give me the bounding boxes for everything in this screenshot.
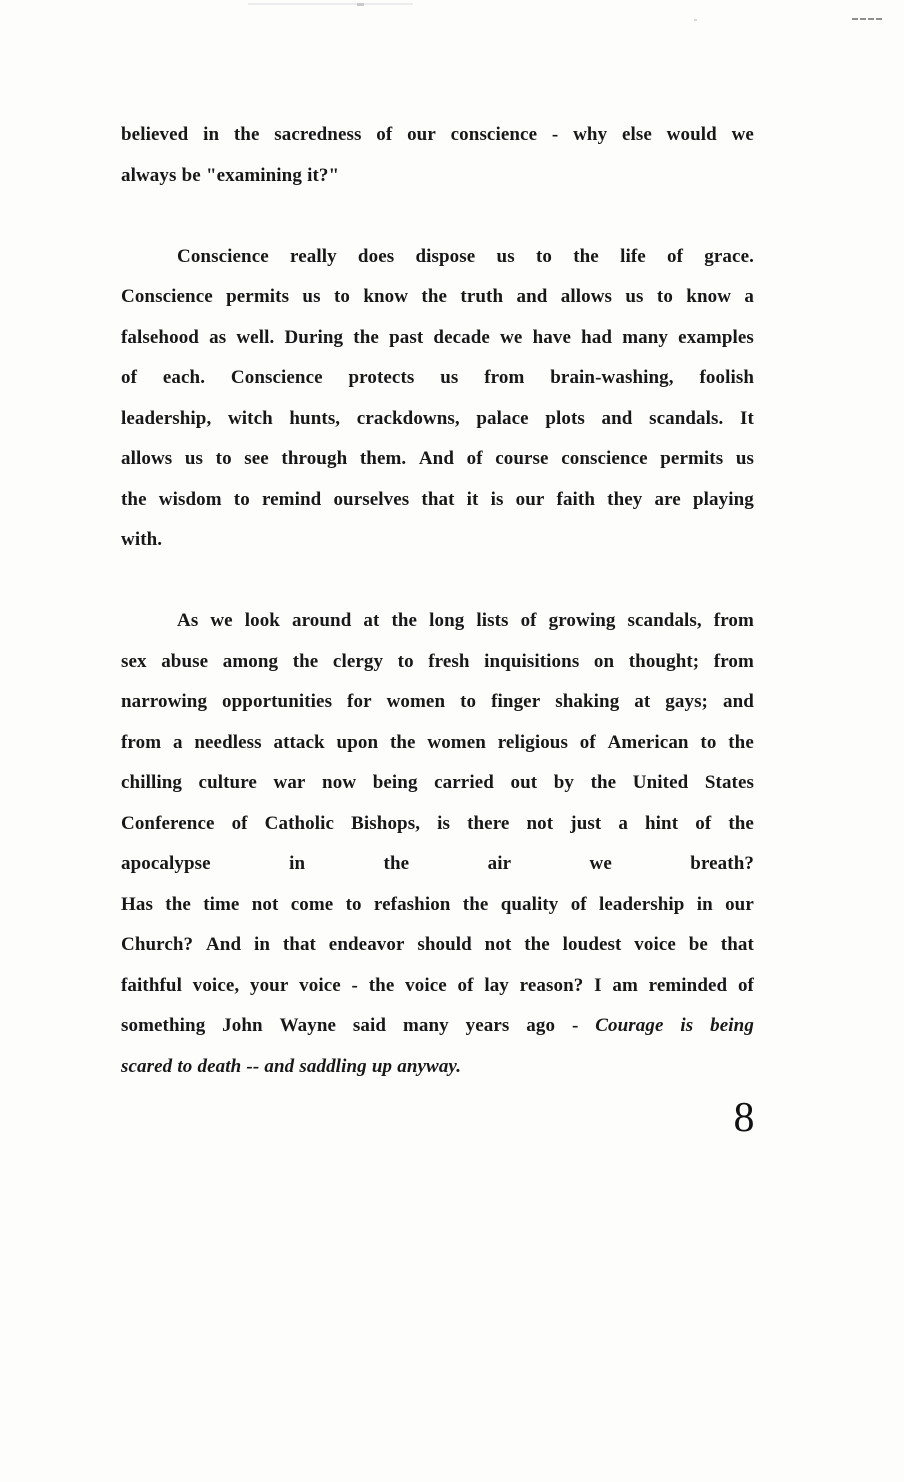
word: long <box>429 610 465 632</box>
word: thought; <box>628 650 700 672</box>
word: to <box>345 893 362 915</box>
scan-speck-artifact <box>357 3 364 6</box>
word: well. <box>236 326 275 348</box>
word: of <box>667 245 684 267</box>
word: of <box>570 893 587 915</box>
word: apocalypse <box>121 853 211 875</box>
word: be <box>688 934 708 956</box>
word: us <box>735 448 754 470</box>
word: of <box>231 812 248 834</box>
word: of <box>579 731 596 753</box>
word: gays; <box>665 691 708 713</box>
word: us <box>184 448 204 470</box>
word: voice <box>299 974 341 996</box>
word: is <box>680 1015 694 1037</box>
word: women <box>386 691 446 713</box>
word: have <box>532 326 571 348</box>
word: does <box>357 245 395 267</box>
word: that <box>720 934 754 956</box>
word: sex <box>121 650 147 672</box>
word: be <box>181 164 201 186</box>
word: to <box>656 286 673 308</box>
word: Wayne <box>279 1015 337 1037</box>
word: to <box>333 286 350 308</box>
word: the <box>292 650 319 672</box>
word: to <box>177 1055 193 1077</box>
word: on <box>593 650 615 672</box>
word: brain-washing, <box>550 367 674 389</box>
word: to <box>700 731 717 753</box>
word: us <box>496 245 515 267</box>
word: Conscience <box>177 245 269 267</box>
word: at <box>634 691 651 713</box>
text-line <box>121 682 754 723</box>
word: and <box>601 407 633 429</box>
word: Conscience <box>121 286 213 308</box>
word: clergy <box>332 650 384 672</box>
word: each. <box>162 367 206 389</box>
word: ago <box>526 1015 556 1037</box>
word: see <box>244 448 269 470</box>
word: it <box>466 488 479 510</box>
paragraph <box>121 115 754 196</box>
word: and <box>722 691 754 713</box>
word: they <box>607 488 643 510</box>
word: breath? <box>690 853 754 875</box>
word: scandals, <box>627 610 702 632</box>
word: As <box>177 610 199 632</box>
word: the <box>462 893 489 915</box>
word: to <box>397 650 414 672</box>
word: scared <box>121 1055 173 1077</box>
word: falsehood <box>121 326 199 348</box>
text-line <box>121 115 754 156</box>
word: death <box>197 1055 242 1077</box>
word: "examining <box>205 164 302 186</box>
text-line <box>121 885 754 926</box>
text-line <box>121 1047 754 1088</box>
word: a <box>618 812 628 834</box>
scan-streak-artifact <box>248 3 413 5</box>
word: John <box>222 1015 263 1037</box>
word: not <box>526 812 554 834</box>
word: Church? <box>121 934 194 956</box>
word: allows <box>560 286 613 308</box>
word: that <box>282 934 316 956</box>
word: witch <box>227 407 273 429</box>
word: being <box>710 1015 754 1037</box>
word: truth <box>460 286 504 308</box>
word: narrowing <box>121 691 208 713</box>
word: faithful <box>121 974 182 996</box>
word: many <box>622 326 669 348</box>
word: permits <box>226 286 290 308</box>
word: women <box>427 731 486 753</box>
word: and <box>264 1055 295 1077</box>
word: protects <box>348 367 415 389</box>
word: carried <box>434 772 494 794</box>
word: chilling <box>121 772 182 794</box>
word: know <box>686 286 732 308</box>
word: examples <box>678 326 754 348</box>
word: from <box>713 650 754 672</box>
word: palace <box>476 407 529 429</box>
word: the <box>368 974 395 996</box>
word: United <box>632 772 689 794</box>
word: remind <box>261 488 322 510</box>
word: grace. <box>704 245 754 267</box>
text-line <box>121 642 754 683</box>
scan-dash-mark <box>852 18 882 20</box>
text-line <box>121 844 754 885</box>
text-line <box>121 439 754 480</box>
word: decade <box>433 326 490 348</box>
word: should <box>417 934 472 956</box>
word: scandals. <box>649 407 724 429</box>
word: growing <box>548 610 616 632</box>
word: allows <box>121 448 173 470</box>
word: plots <box>545 407 585 429</box>
word: wisdom <box>158 488 222 510</box>
word: And <box>205 934 242 956</box>
word: a <box>172 731 183 753</box>
word: Has <box>121 893 153 915</box>
word: would <box>666 124 717 146</box>
word: American <box>607 731 689 753</box>
word: in <box>253 934 271 956</box>
word: Conscience <box>230 367 323 389</box>
text-line <box>121 358 754 399</box>
word: look <box>244 610 280 632</box>
word: hint <box>645 812 679 834</box>
word: from <box>713 610 754 632</box>
word: - <box>571 1015 579 1037</box>
word: there <box>467 812 510 834</box>
word: the <box>383 853 410 875</box>
page-number: 8 <box>733 1095 755 1141</box>
word: Courage <box>595 1015 664 1037</box>
word: with. <box>121 529 163 551</box>
text-line <box>121 1006 754 1047</box>
word: ourselves <box>333 488 410 510</box>
word: from <box>121 731 162 753</box>
word: culture <box>198 772 257 794</box>
word: it?" <box>307 164 340 186</box>
word: war <box>273 772 306 794</box>
word: is <box>490 488 504 510</box>
word: up <box>371 1055 393 1077</box>
word: lists <box>476 610 509 632</box>
word: -- <box>246 1055 260 1077</box>
word: reason? <box>519 974 584 996</box>
word: conscience <box>450 124 538 146</box>
word: us <box>302 286 321 308</box>
word: come <box>290 893 334 915</box>
word: else <box>621 124 652 146</box>
word: the <box>165 893 191 915</box>
word: crackdowns, <box>356 407 460 429</box>
word: I <box>594 974 602 996</box>
word: Catholic <box>264 812 335 834</box>
word: why <box>573 124 608 146</box>
word: upon <box>336 731 379 753</box>
word: had <box>581 326 613 348</box>
word: just <box>570 812 602 834</box>
word: to <box>215 448 232 470</box>
text-block <box>121 115 754 1087</box>
word: fresh <box>428 650 470 672</box>
word: refashion <box>373 893 451 915</box>
word: saddling <box>299 1055 367 1077</box>
word: of <box>457 974 474 996</box>
word: the <box>728 731 754 753</box>
word: and <box>516 286 548 308</box>
word: States <box>704 772 754 794</box>
word: It <box>740 407 754 429</box>
word: inquisitions <box>484 650 580 672</box>
word: course <box>495 448 549 470</box>
text-line <box>121 723 754 764</box>
word: And <box>418 448 454 470</box>
word: we <box>589 853 612 875</box>
word: the <box>389 731 416 753</box>
word: the <box>121 488 147 510</box>
word: our <box>725 893 754 915</box>
word: being <box>372 772 418 794</box>
word: of <box>737 974 754 996</box>
word: voice, <box>192 974 240 996</box>
word: really <box>290 245 337 267</box>
word: believed <box>121 124 189 146</box>
word: of <box>466 448 483 470</box>
word: years <box>465 1015 510 1037</box>
word: something <box>121 1015 206 1037</box>
word: - <box>551 124 559 146</box>
word: leadership, <box>121 407 212 429</box>
word: the <box>233 124 260 146</box>
word: around <box>291 610 352 632</box>
word: hunts, <box>289 407 341 429</box>
text-line <box>121 804 754 845</box>
word: of <box>520 610 537 632</box>
word: faith <box>556 488 596 510</box>
word: our <box>407 124 436 146</box>
word: Conference <box>121 812 215 834</box>
word: as <box>209 326 227 348</box>
text-line <box>121 763 754 804</box>
word: of <box>121 367 138 389</box>
text-line <box>121 399 754 440</box>
word: anyway. <box>397 1055 462 1077</box>
word: to <box>233 488 250 510</box>
word: at <box>363 610 380 632</box>
word: from <box>484 367 525 389</box>
word: needless <box>194 731 262 753</box>
word: life <box>620 245 646 267</box>
word: to <box>535 245 552 267</box>
word: religious <box>497 731 568 753</box>
text-line <box>121 318 754 359</box>
word: that <box>421 488 455 510</box>
word: opportunities <box>222 691 333 713</box>
word: air <box>487 853 512 875</box>
word: us <box>440 367 459 389</box>
word: voice <box>634 934 676 956</box>
word: time <box>203 893 240 915</box>
word: Bishops, <box>351 812 421 834</box>
word: the <box>590 772 617 794</box>
word: them. <box>359 448 407 470</box>
word: among <box>222 650 279 672</box>
word: in <box>289 853 306 875</box>
word: for <box>347 691 372 713</box>
word: the <box>573 245 599 267</box>
word: we <box>210 610 233 632</box>
word: of <box>695 812 712 834</box>
text-line <box>121 277 754 318</box>
word: are <box>654 488 681 510</box>
word: in <box>696 893 713 915</box>
word: playing <box>692 488 754 510</box>
word: a <box>744 286 754 308</box>
word: foolish <box>699 367 754 389</box>
word: of <box>376 124 393 146</box>
word: the <box>391 610 418 632</box>
word: sacredness <box>274 124 362 146</box>
word: abuse <box>161 650 209 672</box>
word: many <box>402 1015 449 1037</box>
word: always <box>121 164 177 186</box>
text-line <box>121 520 754 561</box>
word: our <box>515 488 545 510</box>
word: am <box>612 974 638 996</box>
word: us <box>625 286 644 308</box>
word: voice <box>405 974 447 996</box>
word: out <box>510 772 538 794</box>
word: - <box>351 974 358 996</box>
paragraph <box>121 601 754 1087</box>
word: in <box>203 124 220 146</box>
word: now <box>322 772 357 794</box>
word: is <box>437 812 451 834</box>
word: past <box>389 326 424 348</box>
word: to <box>460 691 477 713</box>
word: endeavor <box>328 934 405 956</box>
word: not <box>484 934 512 956</box>
text-line <box>121 480 754 521</box>
word: through <box>281 448 348 470</box>
word: the <box>421 286 448 308</box>
word: know <box>363 286 409 308</box>
word: the <box>353 326 379 348</box>
word: During <box>284 326 344 348</box>
word: lay <box>484 974 509 996</box>
word: not <box>251 893 279 915</box>
word: leadership <box>599 893 685 915</box>
text-line <box>121 601 754 642</box>
word: by <box>553 772 575 794</box>
word: the <box>728 812 754 834</box>
text-line <box>121 156 754 197</box>
word: loudest <box>562 934 622 956</box>
word: dispose <box>415 245 476 267</box>
word: we <box>500 326 523 348</box>
word: permits <box>660 448 724 470</box>
word: we <box>731 124 754 146</box>
word: shaking <box>555 691 620 713</box>
word: finger <box>491 691 541 713</box>
text-line <box>121 925 754 966</box>
text-line <box>121 237 754 278</box>
word: your <box>249 974 289 996</box>
word: conscience <box>561 448 648 470</box>
word: reminded <box>648 974 728 996</box>
text-line <box>121 966 754 1007</box>
word: said <box>352 1015 387 1037</box>
scan-dot-artifact <box>694 19 697 21</box>
word: attack <box>273 731 325 753</box>
paragraph <box>121 237 754 561</box>
word: quality <box>500 893 559 915</box>
word: the <box>524 934 550 956</box>
